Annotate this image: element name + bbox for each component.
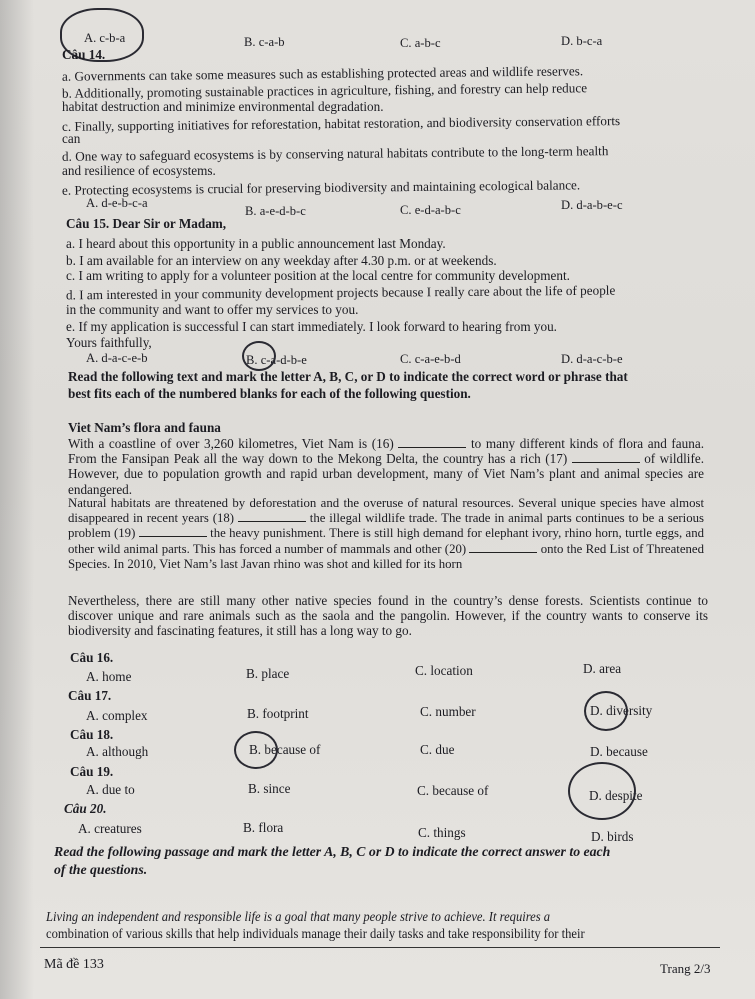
- q14-item-d-cont: and resilience of ecosystems.: [62, 163, 216, 178]
- q15-label: Câu 15. Dear Sir or Madam,: [66, 216, 227, 231]
- q13-option-b[interactable]: B. c-a-b: [244, 35, 285, 49]
- blank-16: [398, 437, 466, 448]
- passage-p1-c: of wildlife. However, due to population growth and rapid urban development, many of Viet Nam’s plant and animal species are endangered.: [68, 451, 704, 497]
- passage-title: Viet Nam’s flora and fauna: [68, 420, 221, 435]
- instruction-1-line-2: best fits each of the numbered blanks for each of the following question.: [68, 386, 471, 401]
- passage-p1-b: to many different kinds of flora and fauna. From the Fansipan Peak all the way down to the Mekong Delta, the country has a rich (17): [68, 436, 704, 467]
- page-number: Trang 2/3: [660, 961, 711, 976]
- blank-20: [469, 542, 537, 553]
- passage-p2-c: the heavy punishment. There is still high demand for elephant ivory, rhino horn, turtle eggs, and other wild animal parts. This has forced a number of mammals and other (20): [68, 526, 705, 556]
- q16-option-d[interactable]: D. area: [583, 661, 622, 676]
- q13-option-a[interactable]: A. c-b-a: [84, 31, 126, 45]
- q17-option-a[interactable]: A. complex: [86, 708, 148, 723]
- q18-label: Câu 18.: [70, 727, 114, 742]
- instruction-2-line-2: of the questions.: [54, 862, 148, 877]
- q20-option-b[interactable]: B. flora: [243, 820, 284, 835]
- passage2-line-1: Living an independent and responsible life is a goal that many people strive to achieve. It requires a: [46, 909, 551, 924]
- q14-option-b[interactable]: B. a-e-d-b-c: [245, 204, 306, 218]
- q19-label: Câu 19.: [70, 764, 114, 779]
- page-edge-shadow: [0, 0, 34, 999]
- q15-closing: Yours faithfully,: [66, 335, 152, 350]
- q14-item-b: b. Additionally, promoting sustainable practices in agriculture, fishing, and forestry can help reduce: [61, 80, 588, 101]
- q16-option-a[interactable]: A. home: [86, 669, 132, 684]
- q15-option-d[interactable]: D. d-a-c-b-e: [561, 352, 623, 366]
- q15-option-a[interactable]: A. d-a-c-e-b: [86, 351, 148, 365]
- q14-item-c-cont: can: [62, 131, 81, 146]
- passage-p2-a: Natural habitats are threatened by deforestation and the overuse of natural resources. Several unique species have almost disappeared in recent years (18): [68, 496, 704, 526]
- q15-option-c[interactable]: C. c-a-e-b-d: [400, 352, 461, 366]
- q14-item-e: e. Protecting ecosystems is crucial for preserving biodiversity and maintaining ecological balance.: [61, 177, 581, 198]
- q17-answer-circle: [584, 691, 628, 731]
- q20-option-d[interactable]: D. birds: [591, 829, 634, 844]
- q17-option-d[interactable]: D. diversity: [590, 703, 653, 718]
- instruction-2-line-1: Read the following passage and mark the letter A, B, C or D to indicate the correct answer to each: [54, 844, 611, 859]
- passage-paragraph-1: [68, 436, 704, 497]
- q16-option-c[interactable]: C. location: [415, 663, 473, 678]
- blank-19: [139, 526, 207, 537]
- passage-p2-d: onto the Red List of Threatened Species. In 2010, Viet Nam’s last Javan rhino was shot and killed for its horn: [68, 541, 704, 571]
- q15-item-e: e. If my application is successful I can start immediately. I look forward to hearing from you.: [66, 319, 557, 334]
- q16-label: Câu 16.: [70, 650, 114, 665]
- passage-p2-b: the illegal wildlife trade. The trade in animal parts continues to be a serious problem (19): [68, 511, 704, 541]
- passage-p1-a: With a coastline of over 3,260 kilometres, Viet Nam is (16): [68, 436, 394, 451]
- q14-option-d[interactable]: D. d-a-b-e-c: [561, 198, 623, 212]
- q14-item-b-cont: habitat destruction and minimize environmental degradation.: [62, 99, 384, 114]
- q18-option-d[interactable]: D. because: [590, 744, 648, 759]
- q15-answer-circle: [242, 341, 276, 371]
- q19-option-c[interactable]: C. because of: [417, 783, 489, 798]
- q19-option-d[interactable]: D. despite: [589, 788, 643, 803]
- q17-option-b[interactable]: B. footprint: [247, 706, 309, 721]
- q14-label: Câu 14.: [62, 47, 106, 62]
- q18-option-a[interactable]: A. although: [86, 744, 149, 759]
- q13-option-c[interactable]: C. a-b-c: [400, 36, 441, 50]
- q14-item-a: a. Governments can take some measures such as establishing protected areas and wildlife reserves.: [61, 63, 584, 84]
- q14-item-c: c. Finally, supporting initiatives for reforestation, habitat restoration, and biodiversity conservation efforts: [61, 113, 621, 134]
- q15-option-b[interactable]: B. c-a-d-b-e: [246, 353, 307, 367]
- instruction-1-line-1: Read the following text and mark the letter A, B, C, or D to indicate the correct word or phrase that: [68, 369, 628, 384]
- passage-paragraph-3: Nevertheless, there are still many other native species found in the country’s dense forests. Scientists continue to discover unique and rare animals such as the saola and the pangolin. However, if the country wants to conserve its biodiversity and fascinating features, it still has a long way to go.: [68, 593, 708, 639]
- q15-item-d: d. I am interested in your community development projects because I really care about the life of people: [65, 282, 616, 303]
- q19-option-a[interactable]: A. due to: [86, 782, 135, 797]
- q20-label: Câu 20.: [64, 801, 107, 816]
- q14-option-c[interactable]: C. e-d-a-b-c: [400, 203, 461, 217]
- q17-label: Câu 17.: [68, 688, 112, 703]
- q19-answer-circle: [568, 762, 636, 820]
- q14-option-a[interactable]: A. d-e-b-c-a: [86, 196, 148, 210]
- q15-item-c: c. I am writing to apply for a volunteer position at the local centre for community development.: [66, 268, 570, 283]
- q17-option-c[interactable]: C. number: [420, 704, 476, 719]
- q18-option-c[interactable]: C. due: [420, 742, 455, 757]
- passage2-line-2: combination of various skills that help individuals manage their daily tasks and take responsibility for their: [46, 926, 585, 941]
- q15-item-a: a. I heard about this opportunity in a public announcement last Monday.: [66, 236, 446, 251]
- q15-item-d-cont: in the community and want to offer my services to you.: [66, 302, 359, 317]
- blank-17: [572, 452, 640, 463]
- q20-option-a[interactable]: A. creatures: [78, 821, 142, 836]
- q14-item-d: d. One way to safeguard ecosystems is by conserving natural habitats contribute to the long-term health: [61, 143, 609, 164]
- q13-option-d[interactable]: D. b-c-a: [561, 34, 603, 48]
- q18-answer-circle: [234, 731, 278, 769]
- exam-code: Mã đề 133: [44, 957, 104, 972]
- q20-option-c[interactable]: C. things: [418, 825, 466, 840]
- blank-18: [238, 511, 306, 522]
- q18-option-b[interactable]: B. because of: [249, 742, 321, 757]
- q15-item-b: b. I am available for an interview on any weekday after 4.30 p.m. or at weekends.: [66, 253, 497, 268]
- passage-paragraph-2: [68, 496, 704, 572]
- q16-option-b[interactable]: B. place: [246, 666, 290, 681]
- footer-divider: [40, 947, 720, 948]
- q19-option-b[interactable]: B. since: [248, 781, 291, 796]
